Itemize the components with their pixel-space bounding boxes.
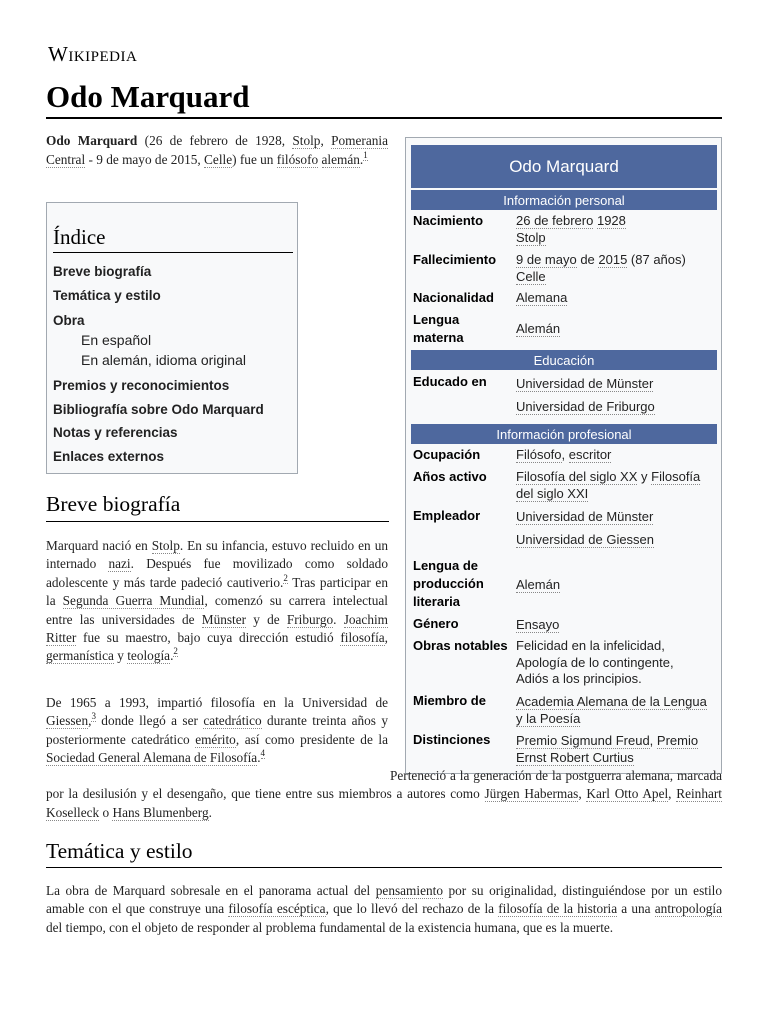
infobox xyxy=(405,137,722,774)
link-teologia[interactable]: teología xyxy=(127,648,171,664)
link-ensayo[interactable]: Ensayo xyxy=(516,617,560,632)
link-escritor[interactable]: escritor xyxy=(568,447,612,462)
link-giessen[interactable]: Giessen xyxy=(46,713,89,729)
value-educado-2 xyxy=(516,399,716,416)
link-segunda-guerra-mundial[interactable]: Segunda Guerra Mundial xyxy=(62,593,205,609)
infobox-title: Odo Marquard xyxy=(411,145,717,188)
link-filosofo-ocupacion[interactable]: Filósofo xyxy=(516,447,562,462)
toc-item-enlaces[interactable]: Enlaces externos xyxy=(53,448,165,464)
link-sociedad-filosofia[interactable]: Sociedad General Alemana de Filosofía xyxy=(46,750,258,766)
toc-item-notas[interactable]: Notas y referencias xyxy=(53,425,178,440)
toc-item-en-aleman[interactable]: En alemán, idioma original xyxy=(81,352,246,368)
reference-link[interactable]: 2 xyxy=(283,572,288,583)
link-empleador-giessen[interactable]: Universidad de Giessen xyxy=(516,532,655,547)
link-premio-curtius[interactable]: Premio Ernst Robert Curtius xyxy=(516,733,699,765)
link-habermas[interactable]: Jürgen Habermas xyxy=(484,786,579,802)
section-divider-biografia xyxy=(46,521,389,522)
link-premio-freud[interactable]: Premio Sigmund Freud xyxy=(516,733,650,748)
value-lengua-materna xyxy=(516,321,716,338)
label-distinciones: Distinciones xyxy=(413,732,491,747)
label-ocupacion: Ocupación xyxy=(413,447,481,462)
infobox-section-personal: Información personal xyxy=(411,190,717,210)
value-empleador-2 xyxy=(516,532,716,549)
label-nacimiento: Nacimiento xyxy=(413,213,484,228)
link-filosofia-historia[interactable]: filosofía de la historia xyxy=(498,901,618,917)
toc-item-breve-biografia[interactable]: Breve biografía xyxy=(53,264,152,279)
link-universidad-friburgo[interactable]: Universidad de Friburgo xyxy=(516,399,655,414)
toc-item-bibliografia[interactable]: Bibliografía sobre Odo Marquard xyxy=(53,401,264,417)
link-empleador-munster[interactable]: Universidad de Münster xyxy=(516,509,654,524)
link-siglo-xxi[interactable]: Filosofía del siglo XXI xyxy=(516,469,701,501)
label-nacionalidad: Nacionalidad xyxy=(413,290,494,305)
section-heading-tematica: Temática y estilo xyxy=(46,839,193,863)
link-apel[interactable]: Karl Otto Apel xyxy=(586,786,669,802)
value-educado-1 xyxy=(516,376,716,393)
label-lengua-materna: Lengua materna xyxy=(413,312,464,345)
link-antropologia[interactable]: antropología xyxy=(654,901,722,917)
subject-name: Odo Marquard xyxy=(46,133,138,148)
section-heading-biografia: Breve biografía xyxy=(46,492,181,516)
label-lengua-produccion: Lengua de producción literaria xyxy=(413,558,484,609)
link-lengua-materna[interactable]: Alemán xyxy=(516,321,561,336)
link-lengua-produccion[interactable]: Alemán xyxy=(516,577,561,592)
value-ocupacion: Filósofo, escritor xyxy=(516,447,612,462)
infobox-section-profesional: Información profesional xyxy=(411,424,717,444)
reference-link[interactable]: 4 xyxy=(260,748,266,759)
label-fallecimiento: Fallecimiento xyxy=(413,252,497,267)
reference-link[interactable]: 1 xyxy=(363,149,368,160)
link-birth-place[interactable]: Stolp xyxy=(516,229,546,245)
link-blumenberg[interactable]: Hans Blumenberg xyxy=(112,804,209,820)
page-title: Odo Marquard xyxy=(46,79,250,114)
table-of-contents xyxy=(46,202,298,474)
link-siglo-xx[interactable]: Filosofía del siglo XX xyxy=(516,469,638,484)
biografia-paragraph-2-part-2: Perteneció a la generación de la postguerra alemana, marcada por la desilusión y el desengaño, que tiene entre sus miembros a autores como Jürgen Habermas, Karl Otto Apel, Reinhart Koselleck o Hans Blumenberg. xyxy=(46,768,723,820)
label-miembro-de: Miembro de xyxy=(413,693,486,708)
link-academia-alemana[interactable]: Academia Alemana de la Lengua y la Poesía xyxy=(516,694,707,726)
value-empleador-1 xyxy=(516,509,716,526)
link-koselleck[interactable]: Reinhart Koselleck xyxy=(46,786,723,820)
value-fallecimiento: 9 de mayo de 2015 (87 años) Celle xyxy=(516,252,686,284)
label-anos-activo: Años activo xyxy=(413,469,487,484)
section-divider-tematica xyxy=(46,867,722,868)
link-filosofia[interactable]: filosofía xyxy=(340,630,385,646)
link-joachim-ritter[interactable]: Joachim Ritter xyxy=(46,611,388,646)
link-nazi[interactable]: nazi xyxy=(108,556,131,572)
value-nacimiento xyxy=(516,213,716,246)
link-emerito[interactable]: emérito xyxy=(195,731,236,747)
link-death-year[interactable]: 2015 xyxy=(598,252,628,267)
toc-item-tematica-y-estilo[interactable]: Temática y estilo xyxy=(53,287,161,303)
tematica-paragraph-1: La obra de Marquard sobresale en el panorama actual del pensamiento por su originalidad, distinguiéndose por un estilo amable con el que construye una filosofía escéptica, que lo llevó del rechazo de la filosofía de la historia a una antropología del tiempo, con el objeto de responder al problema fundamental de la existencia humana, que es la muerte. xyxy=(46,883,722,935)
link-filosofia-esceptica[interactable]: filosofía escéptica xyxy=(228,901,326,917)
link-stolp[interactable]: Stolp xyxy=(292,133,321,148)
toc-item-en-espanol[interactable]: En español xyxy=(81,332,152,348)
value-anos-activo: Filosofía del siglo XX y Filosofía del siglo XXI xyxy=(516,469,701,501)
link-death-date[interactable]: 9 de mayo xyxy=(516,252,577,267)
link-stolp-bio[interactable]: Stolp xyxy=(151,538,180,553)
label-obras-notables: Obras notables xyxy=(413,638,508,653)
intro-paragraph: Odo Marquard (26 de febrero de 1928, Stolp, Pomerania Central - 9 de mayo de 2015, Celle) fue un filósofo alemán.$^1$ xyxy=(46,133,388,167)
infobox-section-educacion: Educación xyxy=(411,350,717,370)
reference-link[interactable]: 2 xyxy=(173,646,178,657)
label-empleador: Empleador xyxy=(413,508,481,523)
link-celle[interactable]: Celle xyxy=(204,151,233,167)
link-pensamiento[interactable]: pensamiento xyxy=(375,883,443,898)
label-educado-en: Educado en xyxy=(413,374,487,389)
link-catedratico[interactable]: catedrático xyxy=(203,713,262,729)
value-miembro-de xyxy=(516,694,716,727)
value-nacionalidad xyxy=(516,290,716,307)
wikipedia-wordmark[interactable]: Wikipedia xyxy=(48,42,138,66)
value-distinciones: Premio Sigmund Freud, Premio Ernst Robert Curtius xyxy=(516,733,699,765)
title-divider xyxy=(46,117,722,119)
value-genero xyxy=(516,617,716,634)
link-death-place[interactable]: Celle xyxy=(516,268,546,284)
toc-title: Índice xyxy=(53,225,293,253)
biografia-paragraph-2-part-1: De 1965 a 1993, impartió filosofía en la Universidad de Giessen,$^3$ donde llegó a ser catedrático durante treinta años y posteriormente catedrático emérito, así como presidente de la Sociedad General Alemana de Filosofía.$^4$ xyxy=(46,695,388,766)
link-birth-year[interactable]: 1928 xyxy=(596,213,626,228)
link-munster[interactable]: Münster xyxy=(201,611,247,627)
link-pomerania-central[interactable]: Pomerania Central xyxy=(46,133,388,167)
link-aleman[interactable]: alemán xyxy=(321,151,360,167)
label-genero: Género xyxy=(413,616,459,631)
value-lengua-produccion xyxy=(516,577,716,594)
link-nacionalidad[interactable]: Alemana xyxy=(516,290,568,305)
link-filosofo[interactable]: filósofo xyxy=(276,151,319,167)
toc-item-premios[interactable]: Premios y reconocimientos xyxy=(53,378,230,393)
link-friburgo[interactable]: Friburgo xyxy=(286,611,334,627)
toc-item-obra[interactable]: Obra xyxy=(53,313,85,328)
biografia-paragraph-1: Marquard nació en Stolp. En su infancia, estuvo recluido en un internado nazi. Después fue movilizado como soldado adolescente y más tarde padeció cautiverio.$^2$ Tras participar en la Segunda Guerra Mundial, comenzó su carrera intelectual entre las universidades de Münster y de Friburgo. Joachim Ritter fue su maestro, bajo cuya dirección estudió filosofía, germanística y teología.$^2$ xyxy=(46,538,388,664)
link-universidad-munster[interactable]: Universidad de Münster xyxy=(516,376,654,391)
link-germanistica[interactable]: germanística xyxy=(46,648,114,664)
link-birth-date[interactable]: 26 de febrero xyxy=(516,213,594,228)
reference-link[interactable]: 3 xyxy=(91,711,96,722)
value-obras-notables: Felicidad en la infelicidad, Apología de lo contingente, Adiós a los principios. xyxy=(516,638,674,686)
